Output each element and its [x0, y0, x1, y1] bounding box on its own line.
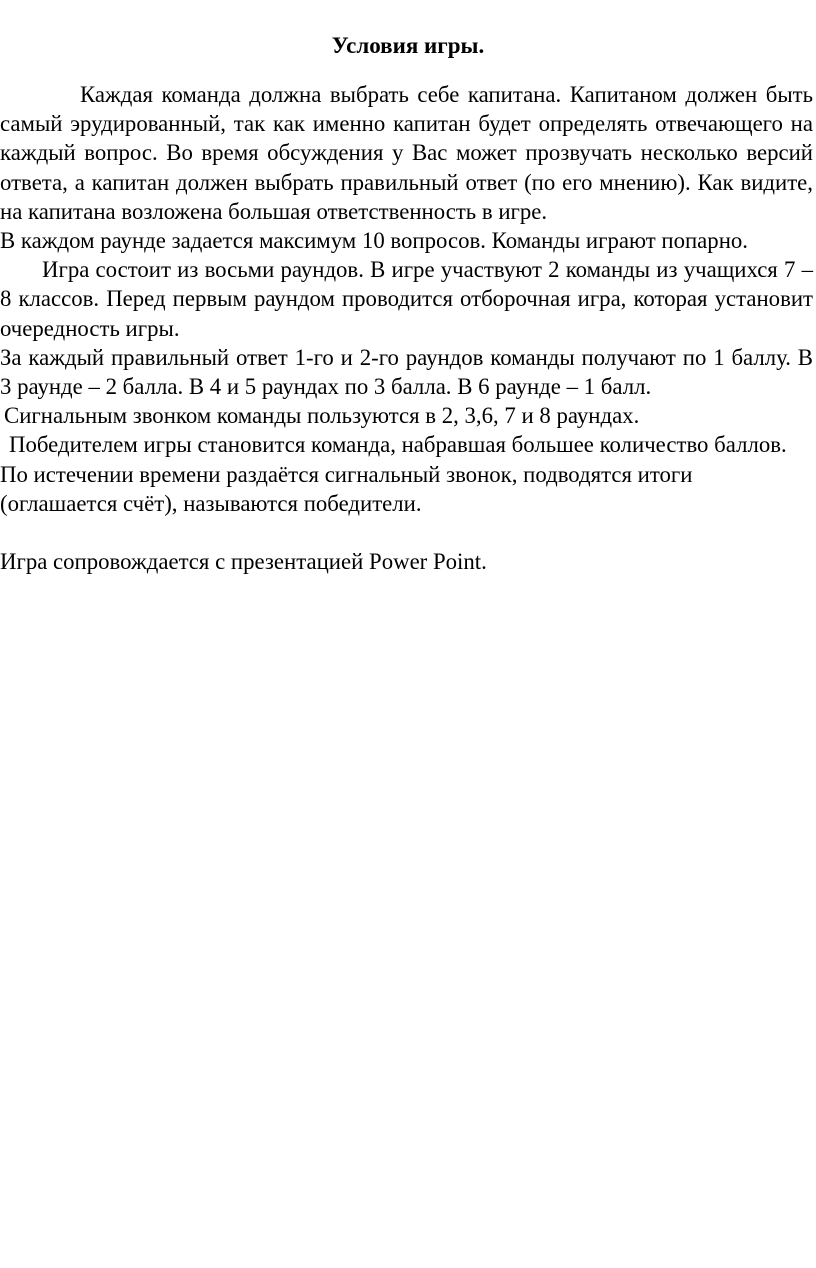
- paragraph-scoring: За каждый правильный ответ 1-го и 2-го раундов команды получают по 1 баллу. В 3 раунде – 2 балла. В 4 и 5 раундах по 3 балла. В 6 раунде – 1 балл.: [0, 344, 813, 400]
- paragraph-rounds: Игра состоит из восьми раундов. В игре участвуют 2 команды из учащихся 7 – 8 классов. Перед первым раундом проводится отборочная игра, которая установит очередность игры.: [0, 257, 813, 341]
- paragraph-captain: Каждая команда должна выбрать себе капитана. Капитаном должен быть самый эрудированный, так как именно капитан будет определять отвечающего на каждый вопрос. Во время обсуждения у Вас может прозвучать несколько версий ответа, а капитан должен выбрать правильный ответ (по его мнению). Как видите, на капитана возложена большая ответственность в игре.: [0, 82, 813, 224]
- paragraph-winner: Победителем игры становится команда, набравшая большее количество баллов.: [9, 432, 787, 458]
- paragraph-questions-per-round: В каждом раунде задается максимум 10 вопросов. Команды играют попарно.: [0, 228, 748, 254]
- paragraph-spacer: [0, 518, 813, 547]
- paragraph-signal-bell: Сигнальным звонком команды пользуются в 2, 3,6, 7 и 8 раундах.: [4, 403, 640, 429]
- document-body: [0, 80, 813, 576]
- document-title: Условия игры.: [331, 33, 485, 58]
- paragraph-presentation: Игра сопровождается с презентацией Power Point.: [0, 549, 487, 575]
- paragraph-time-up: По истечении времени раздаётся сигнальный звонок, подводятся итоги (оглашается счёт), называются победители.: [0, 461, 693, 516]
